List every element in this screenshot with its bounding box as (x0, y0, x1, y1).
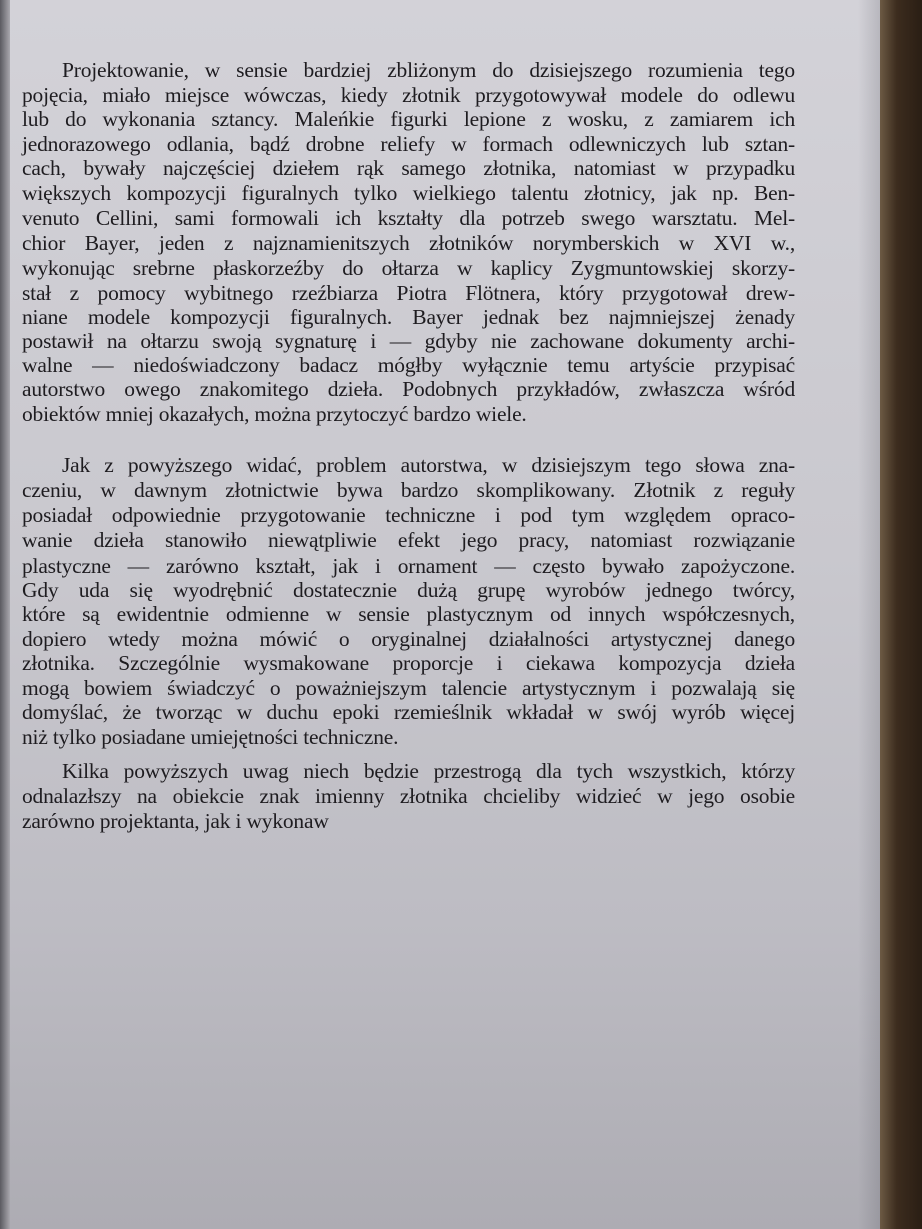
text-line: dopiero wtedy można mówić o oryginalnej działalności artystycznej danego (22, 627, 795, 651)
text-line: lub do wykonania sztancy. Maleńkie figurki lepione z wosku, z zamiarem ich (22, 107, 795, 131)
text-line: wykonując srebrne płaskorzeźby do ołtarza w kaplicy Zygmuntowskiej skorzy- (22, 256, 795, 280)
text-line: niż tylko posiadane umiejętności techniczne. (22, 725, 399, 749)
text-line: plastyczne — zarówno kształt, jak i ornament — często bywało zapożyczone. (22, 554, 795, 578)
text-line: niane modele kompozycji figuralnych. Bayer jednak bez najmniejszej żenady (22, 305, 795, 329)
text-line: które są ewidentnie odmienne w sensie plastycznym od innych współczesnych, (22, 602, 795, 626)
page-left-edge (0, 0, 10, 1229)
text-line: większych kompozycji figuralnych tylko wielkiego talentu złotnicy, jak np. Ben- (22, 181, 795, 205)
text-line: venuto Cellini, sami formowali ich kształty dla potrzeb swego warsztatu. Mel- (22, 206, 795, 230)
text-line: Gdy uda się wyodrębnić dostatecznie dużą grupę wyrobów jednego twórcy, (22, 578, 795, 602)
text-line: wanie dzieła stanowiło niewątpliwie efekt jego pracy, natomiast rozwiązanie (22, 528, 795, 552)
text-line: zarówno projektanta, jak i wykonaw (22, 809, 329, 833)
text-line: pojęcia, miało miejsce wówczas, kiedy złotnik przygotowywał modele do odlewu (22, 83, 795, 107)
text-line: cach, bywały najczęściej dziełem rąk samego złotnika, natomiast w przypadku (22, 156, 795, 180)
background-surface (880, 0, 922, 1229)
text-line: walne — niedoświadczony badacz mógłby wyłącznie temu artyście przypisać (22, 353, 795, 377)
text-line: posiadał odpowiednie przygotowanie techniczne i pod tym względem opraco- (22, 503, 795, 527)
text-line: Kilka powyższych uwag niech będzie przestrogą dla tych wszystkich, którzy (62, 759, 795, 783)
text-line: autorstwo owego znakomitego dzieła. Podobnych przykładów, zwłaszcza wśród (22, 377, 795, 401)
text-line: czeniu, w dawnym złotnictwie bywa bardzo skomplikowany. Złotnik z reguły (22, 478, 795, 502)
text-line: postawił na ołtarzu swoją sygnaturę i — gdyby nie zachowane dokumenty archi- (22, 329, 795, 353)
text-line: mogą bowiem świadczyć o poważniejszym talencie artystycznym i pozwalają się (22, 676, 795, 700)
text-line: chior Bayer, jeden z najznamienitszych złotników norymberskich w XVI w., (22, 231, 795, 255)
text-line: Projektowanie, w sensie bardziej zbliżonym do dzisiejszego rozumienia tego (62, 58, 795, 82)
text-line: złotnika. Szczególnie wysmakowane proporcje i ciekawa kompozycja dzieła (22, 651, 795, 675)
text-line: stał z pomocy wybitnego rzeźbiarza Piotra Flötnera, który przygotował drew- (22, 281, 795, 305)
page-gutter-shade (858, 0, 880, 1229)
text-line: jednorazowego odlania, bądź drobne reliefy w formach odlewniczych lub sztan- (22, 132, 795, 156)
text-line: odnalazłszy na obiekcie znak imienny złotnika chcieliby widzieć w jego osobie (22, 784, 795, 808)
text-line: domyślać, że tworząc w duchu epoki rzemieślnik wkładał w swój wyrób więcej (22, 700, 795, 724)
text-line: obiektów mniej okazałych, można przytoczyć bardzo wiele. (22, 402, 527, 426)
text-line: Jak z powyższego widać, problem autorstwa, w dzisiejszym tego słowa zna- (62, 453, 795, 477)
